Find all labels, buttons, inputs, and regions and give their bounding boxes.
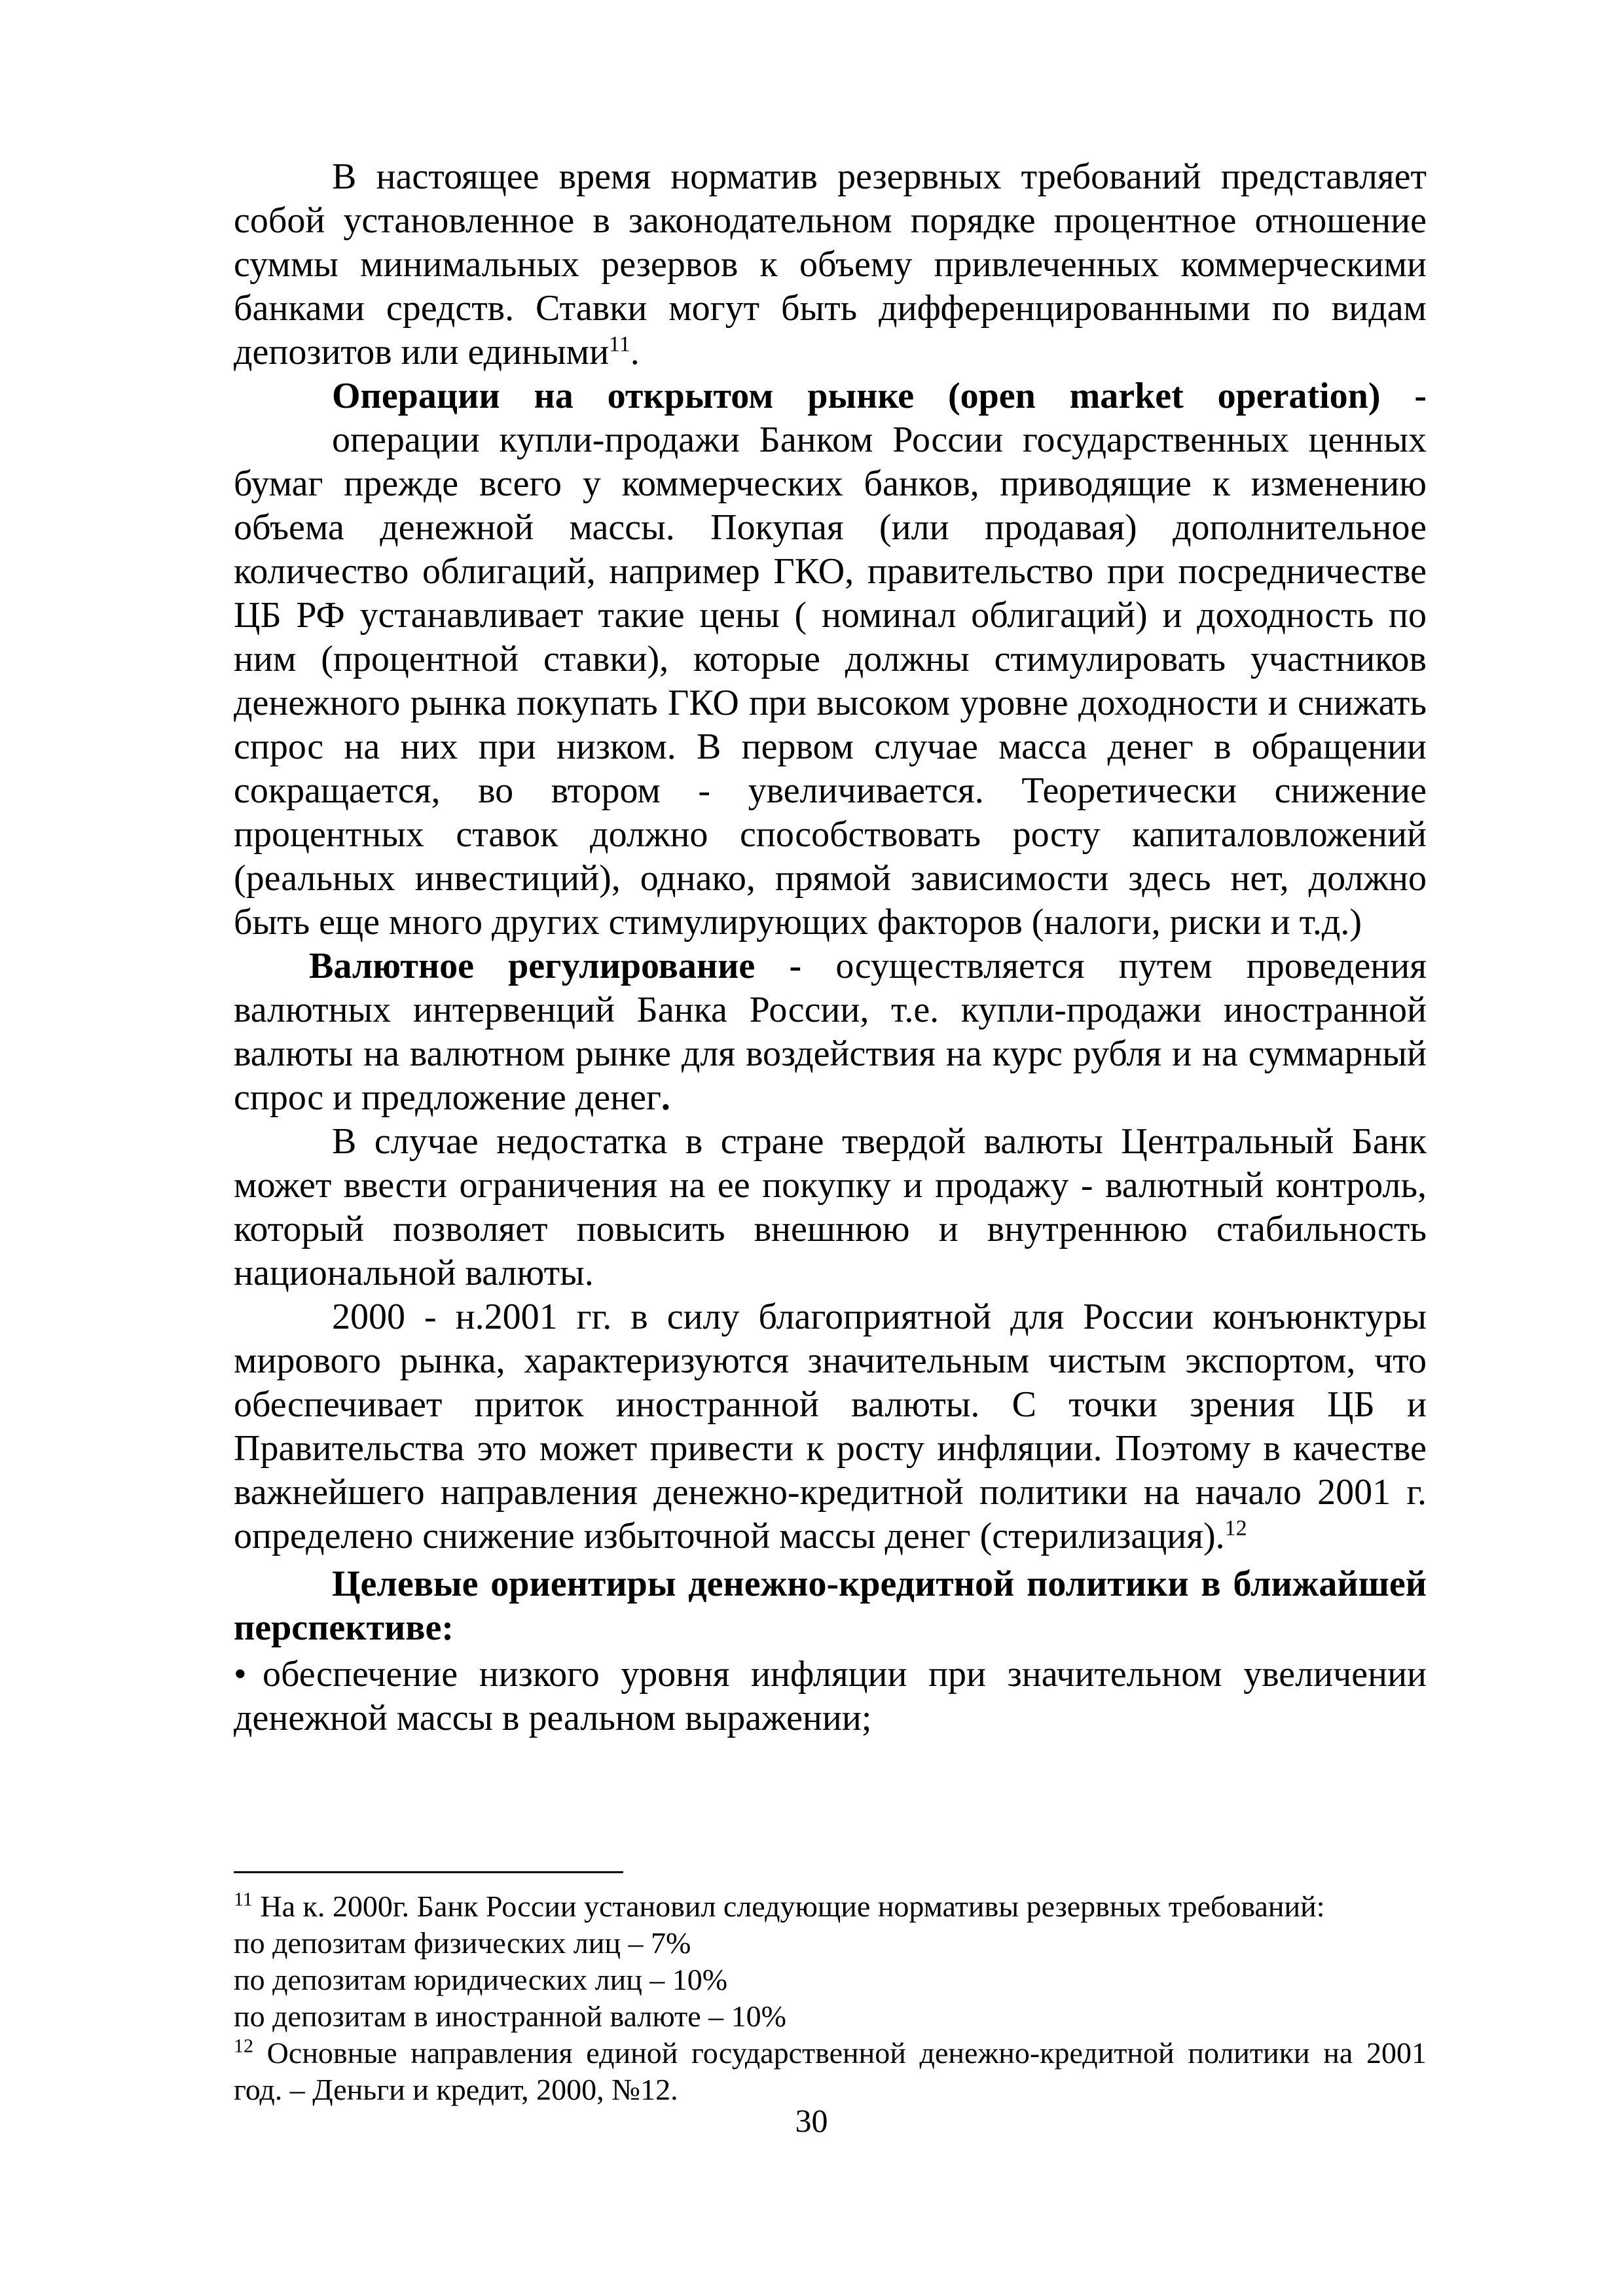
paragraph-reserve-requirements [234, 155, 1427, 374]
paragraph-2000-2001 [234, 1295, 1427, 1558]
footnote-11-line3: по депозитам юридических лиц – 10% [234, 1963, 728, 1996]
paragraph-text: осуществляется путем проведения валютных интервенций Банка России, т.е. купли-продажи иностранной валюты на валютном рынке для воздействия на курс рубля и на суммарный спрос и предложение денег [234, 946, 1427, 1118]
paragraph-end: . [661, 1077, 670, 1118]
footnote-11-line2: по депозитам физических лиц – 7% [234, 1926, 691, 1960]
main-text [234, 155, 1427, 1740]
bullet-item-low-inflation [234, 1653, 1427, 1740]
heading-target-guidelines [234, 1562, 1427, 1650]
paragraph-text: 2000 - н.2001 гг. в силу благоприятной для России конъюнктуры мирового рынка, характеризуются значительным чистым экспортом, что обеспечивает приток иностранной валюты. С точки зрения ЦБ и Правительства это может привести к росту инфляции. Поэтому в качестве важнейшего направления денежно-кредитной политики на начало 2001 г. определено снижение избыточной массы денег (стерилизация). [234, 1297, 1427, 1556]
footnote-divider [234, 1871, 623, 1873]
footnote-ref-11[interactable]: 11 [609, 332, 630, 357]
heading-target-guidelines-text: Целевые ориентиры денежно-кредитной политики в ближайшей перспективе: [234, 1564, 1427, 1648]
paragraph-text: В настоящее время норматив резервных требований представляет собой установленное в законодательном порядке процентное отношение суммы минимальных резервов к объему привлеченных коммерческими банками средств. Ставки могут быть дифференцированными по видам депозитов или едиными [234, 156, 1427, 372]
bullet-icon: • [234, 1654, 247, 1695]
paragraph-end: . [630, 332, 640, 372]
bullet-text: обеспечение низкого уровня инфляции при значительном увеличении денежной массы в реальном выражении; [234, 1654, 1427, 1738]
footnote-ref-12[interactable]: 12 [1224, 1516, 1247, 1541]
footnote-11-line4: по депозитам в иностранной валюте – 10% [234, 2000, 786, 2033]
footnotes [234, 1888, 1427, 2108]
page-number: 30 [795, 2102, 828, 2139]
paragraph-currency-regulation [234, 944, 1427, 1120]
heading-currency-regulation: Валютное регулирование - [309, 946, 802, 986]
footnote-12-text: Основные направления единой государственной денежно-кредитной политики на 2001 год. – Деньги и кредит, 2000, №12. [234, 2036, 1427, 2106]
paragraph-currency-control [234, 1120, 1427, 1295]
footnote-12 [234, 2035, 1427, 2108]
paragraph-text: операции купли-продажи Банком России государственных ценных бумаг прежде всего у коммерческих банков, приводящие к изменению объема денежной массы. Покупая (или продавая) дополнительное количество облигаций, например ГКО, правительство при посредничестве ЦБ РФ устанавливает такие цены ( номинал облигаций) и доходность по ним (процентной ставки), которые должны стимулировать участников денежного рынка покупать ГКО при высоком уровне доходности и снижать спрос на них при низком. В первом случае масса денег в обращении сокращается, во втором - увеличивается. Теоретически снижение процентных ставок должно способствовать росту капиталовложений (реальных инвестиций), однако, прямой зависимости здесь нет, должно быть еще много других стимулирующих факторов (налоги, риски и т.д.) [234, 420, 1427, 942]
footnote-number-12: 12 [234, 2035, 253, 2057]
footnote-11 [234, 1888, 1427, 1925]
heading-open-market-operations: Операции на открытом рынке (open market operation) - [332, 376, 1427, 416]
paragraph-text: В случае недостатка в стране твердой валюты Центральный Банк может ввести ограничения на ее покупку и продажу - валютный контроль, который позволяет повысить внешнюю и внутреннюю стабильность национальной валюты. [234, 1121, 1427, 1293]
footnote-11-line1: На к. 2000г. Банк России установил следующие нормативы резервных требований: [252, 1890, 1325, 1923]
paragraph-open-market-operations [234, 374, 1427, 944]
footnote-number-11: 11 [234, 1888, 253, 1910]
